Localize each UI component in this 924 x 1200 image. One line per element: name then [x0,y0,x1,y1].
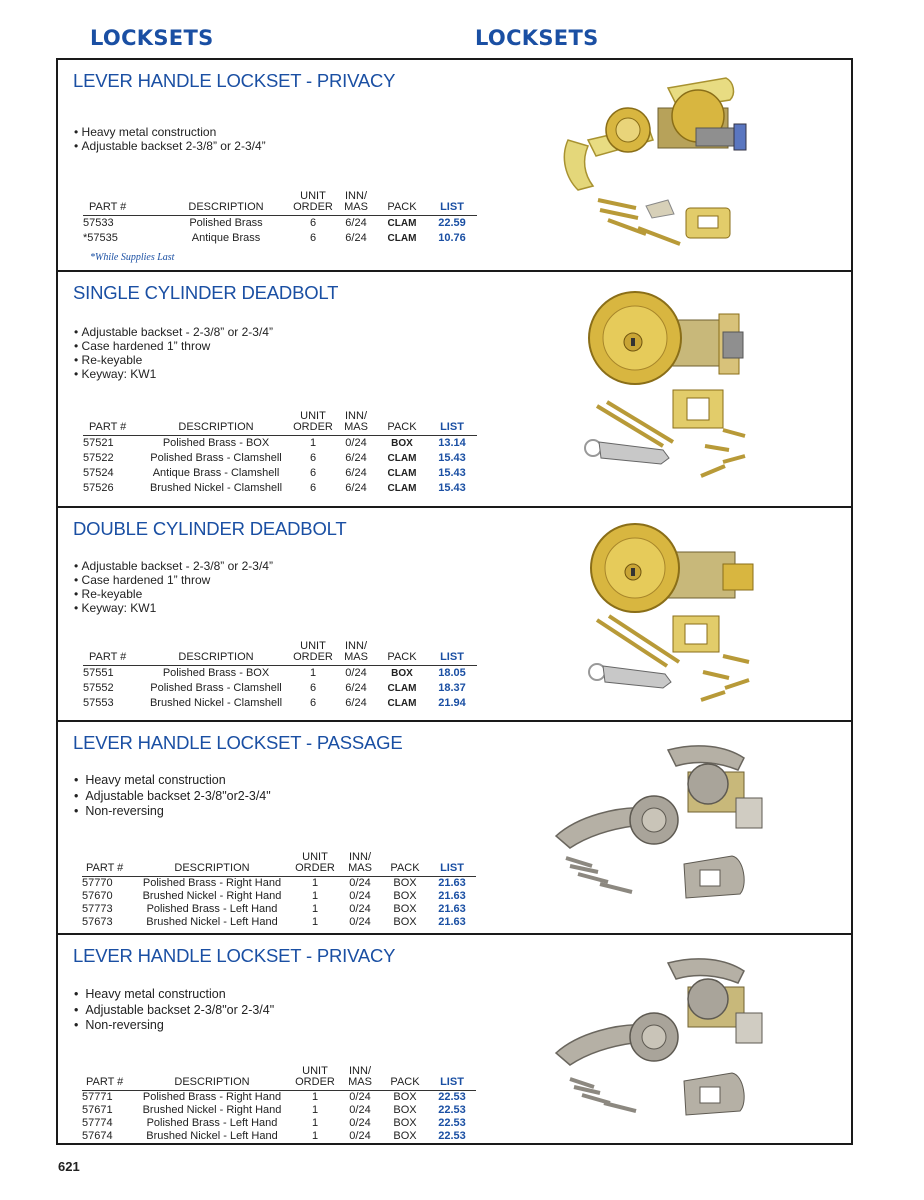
inn-mas: 0/24 [349,903,371,915]
pack: CLAM [387,233,417,244]
supplies-note: *While Supplies Last [90,252,175,263]
col-header: DESCRIPTION [141,411,291,436]
col-header: DESCRIPTION [141,641,291,666]
col-header: UNIT ORDER [291,191,335,216]
col-header: LIST [427,411,477,436]
parts-table [82,1066,476,1143]
description: Polished Brass - Right Hand [142,1091,282,1103]
feature-item: • Non-reversing [74,1018,274,1034]
section-double-cylinder-deadbolt [58,506,851,720]
col-header: INN/ MAS [335,191,377,216]
list-price: 21.63 [438,877,466,889]
list-price: 10.76 [438,232,466,244]
description: Polished Brass - Right Hand [142,877,282,889]
header-right: LOCKSETS [475,26,599,50]
part-number: 57524 [83,467,114,479]
feature-list [74,325,273,381]
parts-table [83,411,477,496]
unit-order: 6 [309,452,317,464]
table-row [82,890,476,903]
catalog-frame [56,58,853,1145]
inn-mas: 0/24 [349,1130,371,1142]
list-price: 18.37 [438,682,466,694]
unit-order: 1 [311,877,319,889]
description: Polished Brass - Clamshell [150,452,282,464]
feature-list [74,559,273,615]
unit-order: 1 [311,1104,319,1116]
unit-order: 6 [309,217,317,229]
feature-item: • Adjustable backset 2-3/8"or 2-3/4" [74,1003,274,1019]
page-number: 621 [58,1159,80,1174]
section-single-cylinder-deadbolt [58,270,851,506]
part-number: 57670 [82,890,113,902]
part-number: 57551 [83,667,114,679]
list-price: 22.53 [438,1104,466,1116]
list-price: 22.53 [438,1130,466,1142]
list-price: 21.94 [438,697,466,709]
list-price: 15.43 [438,467,466,479]
pack: BOX [391,668,413,679]
part-number: 57521 [83,437,114,449]
deadbolt-double-icon [573,516,773,712]
table-row [83,681,477,696]
col-header: DESCRIPTION [161,191,291,216]
description: Polished Brass - Clamshell [150,682,282,694]
section-title: DOUBLE CYLINDER DEADBOLT [73,518,347,539]
pack: BOX [393,1104,417,1116]
pack: BOX [393,877,417,889]
col-header: INN/ MAS [338,1066,382,1091]
feature-item: • Adjustable backset 2-3/8” or 2-3/4” [74,139,266,153]
part-number: 57674 [82,1130,113,1142]
pack: CLAM [387,483,417,494]
unit-order: 6 [309,467,317,479]
pack: CLAM [387,683,417,694]
feature-item: • Heavy metal construction [74,987,274,1003]
part-number: 57553 [83,697,114,709]
lever-lockset-nickel-passage-icon [548,736,788,926]
pack: BOX [393,1091,417,1103]
inn-mas: 6/24 [345,452,367,464]
col-header: UNIT ORDER [291,641,335,666]
table-row [83,481,477,496]
part-number: 57773 [82,903,113,915]
feature-list [74,987,274,1034]
feature-list [74,125,266,153]
table-row [83,696,477,711]
feature-item: • Adjustable backset 2-3/8"or2-3/4" [74,789,271,805]
unit-order: 6 [309,682,317,694]
inn-mas: 0/24 [345,667,367,679]
pack: CLAM [387,453,417,464]
deadbolt-single-icon [573,280,773,500]
description: Brushed Nickel - Clamshell [149,697,283,709]
part-number: 57552 [83,682,114,694]
section-title: LEVER HANDLE LOCKSET - PRIVACY [73,70,396,91]
pack: BOX [393,890,417,902]
pack: BOX [393,903,417,915]
description: Polished Brass - Left Hand [146,903,278,915]
table-row [83,231,477,246]
inn-mas: 6/24 [345,217,367,229]
pack: BOX [393,1130,417,1142]
part-number: 57522 [83,452,114,464]
inn-mas: 6/24 [345,482,367,494]
col-header: LIST [427,641,477,666]
inn-mas: 6/24 [345,697,367,709]
description: Antique Brass [191,232,261,244]
feature-item: • Case hardened 1” throw [74,573,273,587]
list-price: 21.63 [438,890,466,902]
description: Brushed Nickel - Right Hand [142,1104,282,1116]
col-header: UNIT ORDER [292,1066,338,1091]
description: Polished Brass - BOX [162,437,270,449]
description: Polished Brass - Left Hand [146,1117,278,1129]
table-row [83,666,477,682]
section-title: LEVER HANDLE LOCKSET - PRIVACY [73,945,396,966]
description: Antique Brass - Clamshell [152,467,280,479]
pack: BOX [391,438,413,449]
col-header: PACK [382,852,428,877]
table-row [82,877,476,891]
col-header: UNIT ORDER [291,411,335,436]
list-price: 21.63 [438,903,466,915]
col-header: PART # [83,191,161,216]
feature-item: • Re-keyable [74,587,273,601]
feature-item: • Re-keyable [74,353,273,367]
col-header: PART # [82,852,132,877]
section-lever-passage [58,720,851,933]
part-number: 57533 [83,217,114,229]
part-number: 57771 [82,1091,113,1103]
unit-order: 6 [309,232,317,244]
table-row [83,466,477,481]
inn-mas: 0/24 [349,890,371,902]
table-row [82,903,476,916]
col-header: UNIT ORDER [292,852,338,877]
pack: BOX [393,916,417,928]
unit-order: 6 [309,697,317,709]
unit-order: 1 [311,903,319,915]
inn-mas: 0/24 [349,1091,371,1103]
col-header: INN/ MAS [335,411,377,436]
part-number: 57774 [82,1117,113,1129]
section-lever-privacy-nickel [58,933,851,1143]
list-price: 22.59 [438,217,466,229]
description: Brushed Nickel - Clamshell [149,482,283,494]
description: Brushed Nickel - Right Hand [142,890,282,902]
col-header: INN/ MAS [335,641,377,666]
unit-order: 1 [311,890,319,902]
table-row [82,916,476,929]
col-header: LIST [427,191,477,216]
col-header: PART # [83,641,141,666]
parts-table [83,191,477,246]
part-number: 57671 [82,1104,113,1116]
col-header: PACK [377,191,427,216]
description: Polished Brass - BOX [162,667,270,679]
table-row [83,436,477,452]
feature-item: • Adjustable backset - 2-3/8” or 2-3/4” [74,559,273,573]
part-number: 57770 [82,877,113,889]
list-price: 18.05 [438,667,466,679]
feature-item: • Keyway: KW1 [74,367,273,381]
table-row [82,1117,476,1130]
section-lever-privacy-brass [58,60,851,270]
col-header: DESCRIPTION [132,852,292,877]
unit-order: 1 [309,667,317,679]
col-header: PACK [377,641,427,666]
col-header: INN/ MAS [338,852,382,877]
table-row [83,451,477,466]
unit-order: 6 [309,482,317,494]
lever-lockset-nickel-privacy-icon [548,949,788,1139]
list-price: 15.43 [438,482,466,494]
inn-mas: 6/24 [345,682,367,694]
unit-order: 1 [311,1117,319,1129]
col-header: PART # [82,1066,132,1091]
feature-item: • Non-reversing [74,804,271,820]
unit-order: 1 [311,916,319,928]
part-number: 57526 [83,482,114,494]
col-header: PACK [382,1066,428,1091]
col-header: LIST [428,1066,476,1091]
inn-mas: 6/24 [345,232,367,244]
col-header: PACK [377,411,427,436]
feature-item: • Adjustable backset - 2-3/8” or 2-3/4” [74,325,273,339]
table-row [82,1130,476,1143]
section-title: SINGLE CYLINDER DEADBOLT [73,282,339,303]
description: Brushed Nickel - Left Hand [146,1130,278,1142]
list-price: 22.53 [438,1117,466,1129]
feature-list [74,773,271,820]
pack: CLAM [387,468,417,479]
list-price: 13.14 [438,437,466,449]
inn-mas: 0/24 [349,916,371,928]
feature-item: • Heavy metal construction [74,125,266,139]
table-row [82,1091,476,1105]
inn-mas: 0/24 [349,1104,371,1116]
inn-mas: 0/24 [345,437,367,449]
col-header: LIST [428,852,476,877]
section-title: LEVER HANDLE LOCKSET - PASSAGE [73,732,403,753]
unit-order: 1 [311,1091,319,1103]
inn-mas: 0/24 [349,877,371,889]
unit-order: 1 [309,437,317,449]
description: Polished Brass [189,217,263,229]
col-header: PART # [83,411,141,436]
feature-item: • Keyway: KW1 [74,601,273,615]
description: Brushed Nickel - Left Hand [146,916,278,928]
parts-table [82,852,476,929]
list-price: 21.63 [438,916,466,928]
col-header: DESCRIPTION [132,1066,292,1091]
pack: CLAM [387,218,417,229]
feature-item: • Case hardened 1” throw [74,339,273,353]
part-number: 57673 [82,916,113,928]
pack: CLAM [387,698,417,709]
unit-order: 1 [311,1130,319,1142]
pack: BOX [393,1117,417,1129]
table-row [83,216,477,232]
feature-item: • Heavy metal construction [74,773,271,789]
lever-lockset-brass-icon [548,68,768,258]
inn-mas: 0/24 [349,1117,371,1129]
parts-table [83,641,477,711]
list-price: 22.53 [438,1091,466,1103]
list-price: 15.43 [438,452,466,464]
part-number: *57535 [83,232,118,244]
inn-mas: 6/24 [345,467,367,479]
header-left: LOCKSETS [90,26,214,50]
table-row [82,1104,476,1117]
